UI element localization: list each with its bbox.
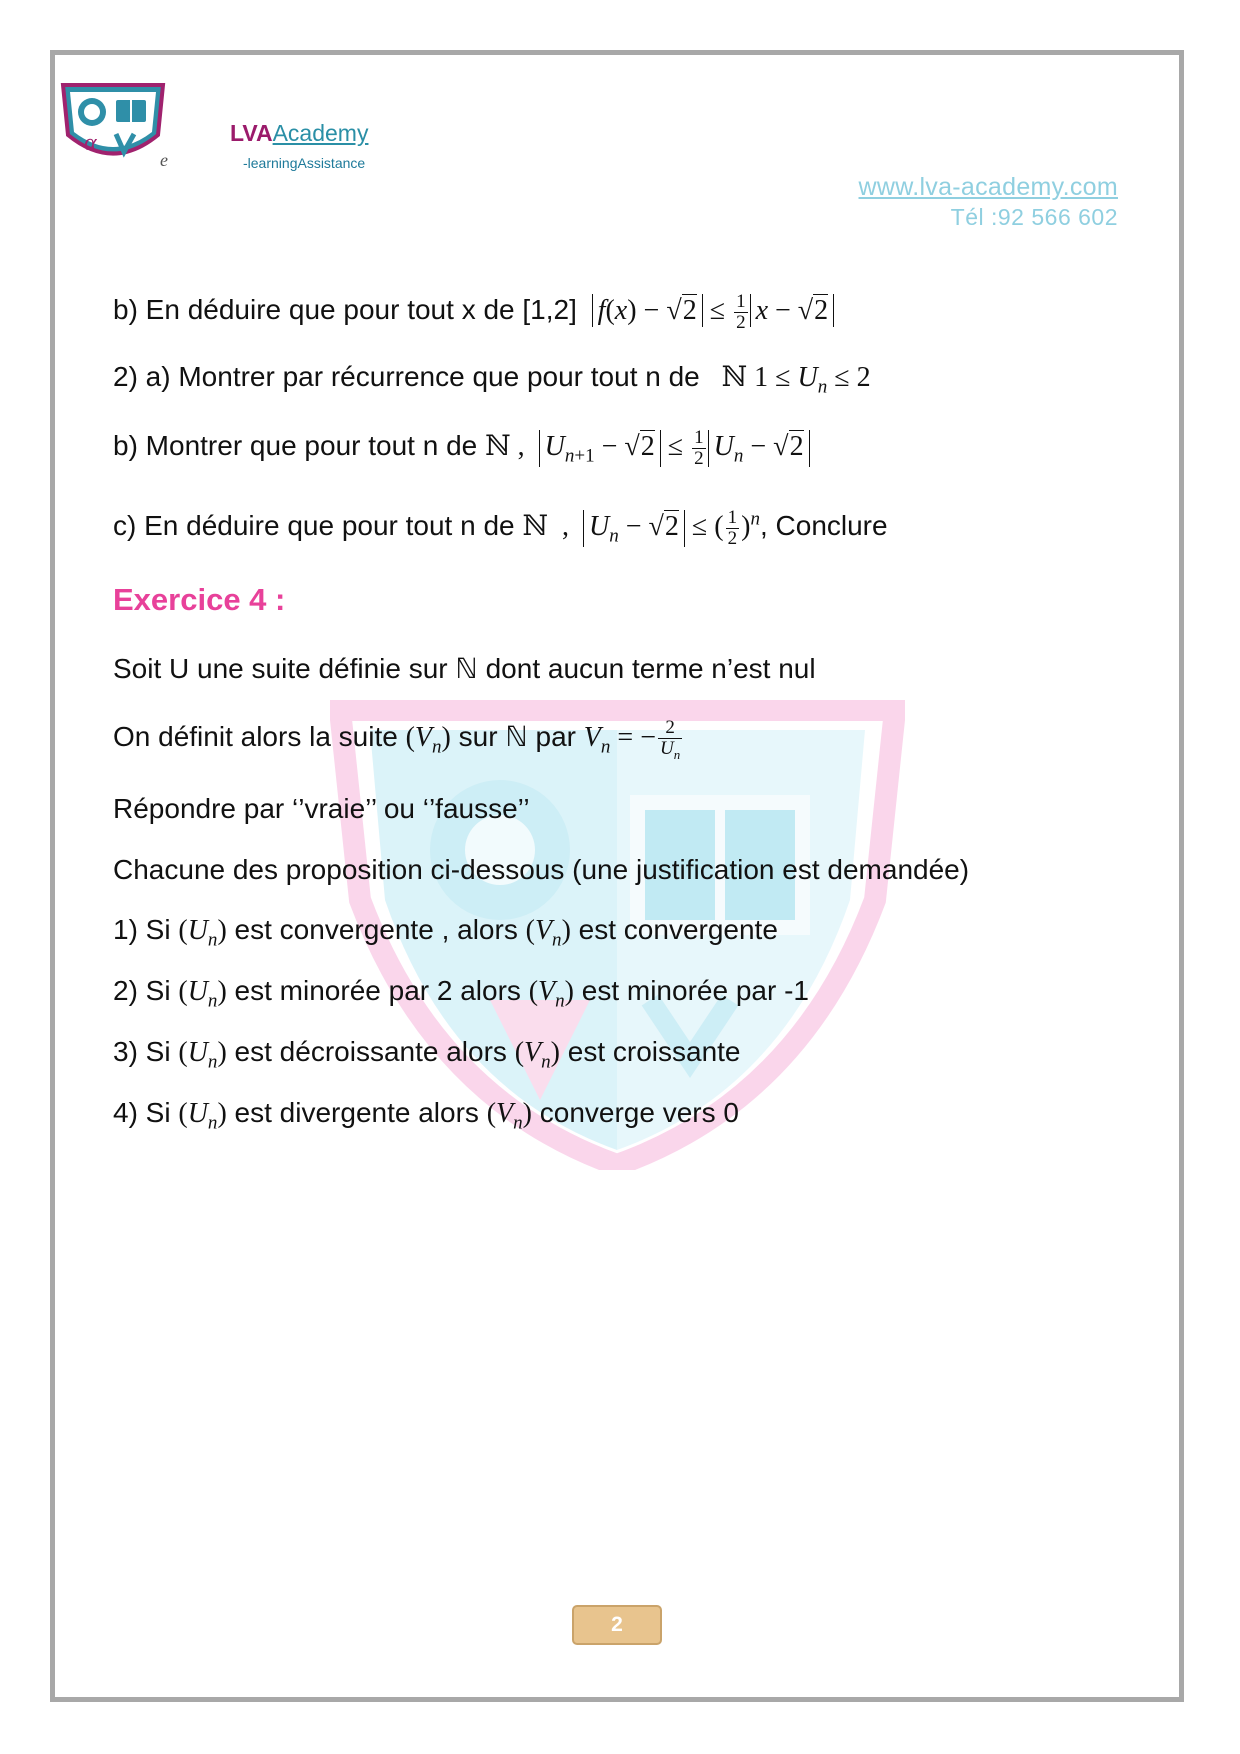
prop-1-end: est convergente [578, 914, 778, 945]
ex4-definition: On définit alors la suite $(V_n)$ sur ℕ par $V_n$ = − $\frac{2}{U_n}$ [113, 718, 684, 761]
ex4-definition-a: On définit alors la suite [113, 721, 398, 753]
proposition-4: 4) Si $(U_n)$ est divergente alors $(V_n)$ converge vers 0 [113, 1097, 739, 1134]
question-1b-text: b) En déduire que pour tout x de [1,2] [113, 293, 577, 325]
brand-academy: Academy [272, 120, 369, 146]
exercise-4-title: Exercice 4 : [113, 582, 286, 617]
question-2b [113, 428, 810, 469]
question-2a-text: 2) a) Montrer par récurrence que pour tout n de [113, 361, 700, 392]
brand-name [230, 122, 368, 145]
ex4-statement: Chacune des proposition ci-dessous (une justification est demandée) [113, 854, 970, 885]
page-number-badge: 2 [572, 1605, 662, 1645]
website-link[interactable]: www.lva-academy.com [858, 173, 1118, 201]
question-2b-text: b) Montrer que pour tout n de [113, 429, 478, 461]
phone-number: Tél :92 566 602 [950, 204, 1118, 230]
prop-2-mid: est minorée par 2 alors [234, 975, 521, 1006]
prop-3-end: est croissante [567, 1036, 741, 1067]
prop-3-prefix: 3) Si [113, 1036, 171, 1067]
prop-2-end: est minorée par -1 [581, 975, 809, 1006]
brand-lva: LVA [230, 120, 273, 146]
question-2c-text: c) En déduire que pour tout n de [113, 509, 515, 541]
prop-1-mid: est convergente , alors [234, 914, 518, 945]
brand-subtitle: -learningAssistance [243, 155, 366, 171]
lva-logo-icon [58, 80, 168, 172]
proposition-3: 3) Si $(U_n)$ est décroissante alors $(V_n)$ est croissante [113, 1036, 741, 1073]
question-1b [113, 292, 834, 333]
proposition-2: 2) Si $(U_n)$ est minorée par 2 alors $(V_n)$ est minorée par -1 [113, 975, 809, 1012]
prop-1-prefix: 1) Si [113, 914, 171, 945]
question-2a [113, 360, 871, 399]
prop-3-mid: est décroissante alors [234, 1036, 507, 1067]
formula-2b: ℕ , $U_{n+1} - √2$ ≤ $\frac{1}{2}$ $U_n - √2$ [485, 431, 810, 462]
svg-text:α: α [84, 130, 97, 156]
question-2c-end: , Conclure [759, 509, 888, 541]
formula-1b: f(x) − √2 ≤ $\frac{1}{2}$ x − √2 [585, 295, 835, 326]
ex4-definition-b: sur ℕ par [458, 721, 577, 753]
formula-2c: ℕ , $U_n - √2$ ≤ ( $\frac{1}{2}$ )$^n$ [522, 507, 760, 549]
ex4-intro: Soit U une suite définie sur ℕ dont aucun terme n’est nul [113, 653, 816, 684]
proposition-1: 1) Si $(U_n)$ est convergente , alors $(V_n)$ est convergente [113, 914, 778, 951]
logo-e-letter: e [160, 150, 168, 170]
prop-4-prefix: 4) Si [113, 1097, 171, 1128]
prop-2-prefix: 2) Si [113, 975, 171, 1006]
prop-4-end: converge vers 0 [539, 1097, 739, 1128]
formula-2a: ℕ $1 \le U_n \le 2$ [707, 362, 871, 398]
question-2c [113, 508, 888, 549]
formula-vn: $V_n$ = − $\frac{2}{U_n}$ [583, 717, 681, 762]
ex4-instruction: Répondre par ‘’vraie’’ ou ‘’fausse’’ [113, 793, 530, 824]
prop-4-mid: est divergente alors [234, 1097, 479, 1128]
